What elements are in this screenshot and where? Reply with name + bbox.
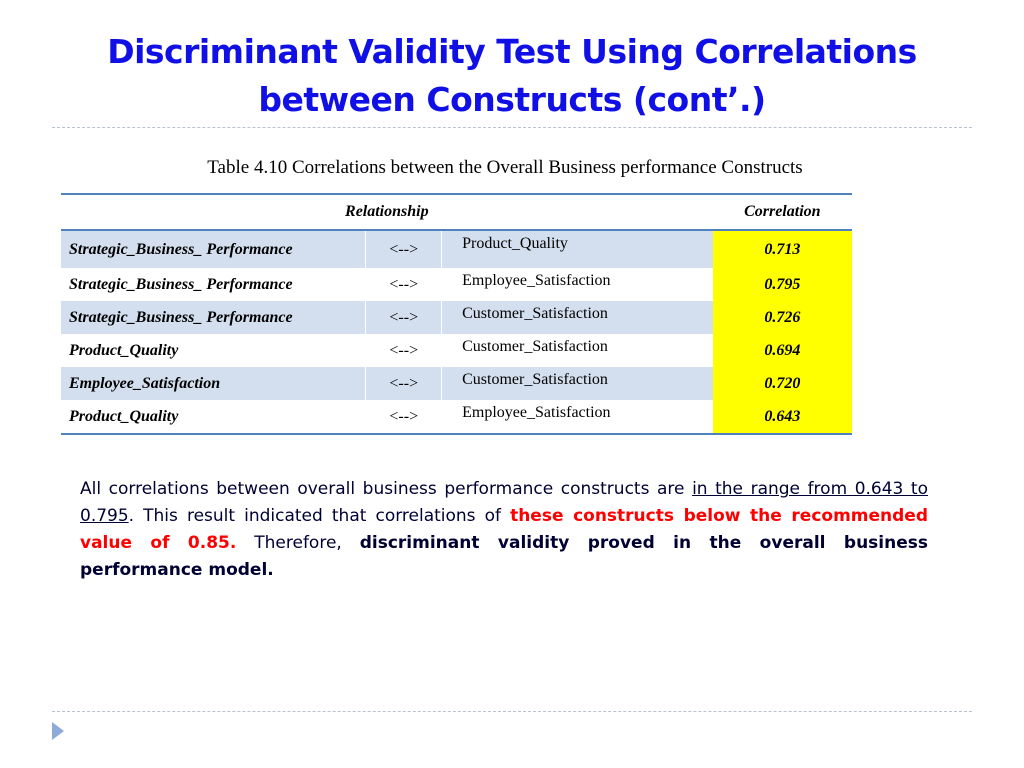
row-relation-arrow: <-->: [365, 230, 442, 268]
row-correlation-value: 0.720: [713, 367, 852, 400]
slide-title-line-2: between Constructs (cont’.): [258, 80, 766, 119]
row-to-construct: Customer_Satisfaction: [442, 301, 713, 334]
row-correlation-value: 0.694: [713, 334, 852, 367]
row-to-construct: Customer_Satisfaction: [462, 338, 608, 355]
row-to-construct: Customer_Satisfaction: [442, 367, 713, 400]
row-to-construct: Product_Quality: [442, 230, 713, 268]
header-correlation: Correlation: [713, 194, 852, 230]
row-from-construct: Product_Quality: [69, 407, 179, 425]
row-relation-arrow: <-->: [389, 407, 419, 425]
row-from-construct: Strategic_Business_ Performance: [61, 301, 365, 334]
table-header-row: [61, 194, 852, 230]
slide-title-line-1: Discriminant Validity Test Using Correlations: [107, 32, 917, 71]
row-relation-arrow: <-->: [365, 301, 442, 334]
table-row: [61, 400, 852, 434]
paragraph-middle: . This result indicated that correlations of: [128, 506, 511, 526]
paragraph-range: in the range from 0.643 to 0.795: [80, 479, 928, 526]
paragraph-threshold-note: these constructs below the recommended value of 0.85.: [80, 506, 928, 553]
row-to-construct: Employee_Satisfaction: [462, 404, 611, 421]
row-from-construct: Strategic_Business_ Performance: [61, 230, 365, 268]
paragraph-conclusion: discriminant validity proved in the overall business performance model.: [80, 533, 928, 580]
row-from-construct: Product_Quality: [69, 341, 179, 359]
row-correlation-value: 0.713: [713, 230, 852, 268]
row-correlation-value: 0.795: [713, 268, 852, 301]
triangle-right-icon: [52, 722, 64, 740]
row-correlation-value: 0.726: [713, 301, 852, 334]
row-to-construct: Employee_Satisfaction: [462, 272, 611, 289]
row-relation-arrow: <-->: [389, 341, 419, 359]
correlation-table: [61, 193, 852, 435]
table-row: [61, 230, 852, 268]
table-row: [61, 367, 852, 400]
row-correlation-value: 0.643: [713, 400, 852, 434]
conclusion-paragraph: [80, 476, 928, 584]
row-relation-arrow: <-->: [389, 275, 419, 293]
paragraph-intro: All correlations between overall business performance constructs are: [80, 479, 693, 499]
slide-title: [40, 28, 984, 124]
table-row: [61, 334, 852, 367]
table-row: [61, 301, 852, 334]
table-row: [61, 268, 852, 301]
header-relationship: Relationship: [61, 194, 713, 230]
table-caption: Table 4.10 Correlations between the Overall Business performance Constructs: [207, 157, 803, 178]
row-relation-arrow: <-->: [365, 367, 442, 400]
row-from-construct: Employee_Satisfaction: [61, 367, 365, 400]
row-from-construct: Strategic_Business_ Performance: [69, 275, 293, 293]
top-divider: [52, 127, 972, 128]
paragraph-therefore: Therefore,: [236, 533, 360, 553]
bottom-divider: [52, 711, 972, 712]
